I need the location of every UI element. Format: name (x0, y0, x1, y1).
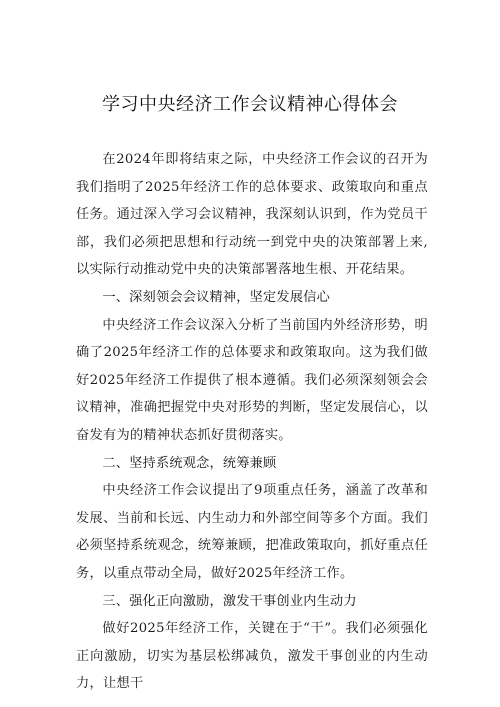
section-heading-2: 二、坚持系统观念，统筹兼顾 (102, 455, 277, 471)
document-body (76, 146, 428, 698)
section-paragraph-2: 中央经济工作会议提出了9项重点任务，涵盖了改革和发展、当前和长远、内生动力和外部空间等多个方面。我们必须坚持系统观念，统筹兼顾，把准政策取向，抓好重点任务，以重点带动全局，做好2025年经济工作。 (76, 483, 428, 581)
section-heading-3: 三、强化正向激励，激发干事创业内生动力 (102, 593, 357, 609)
intro-paragraph: 在2024年即将结束之际，中央经济工作会议的召开为我们指明了2025年经济工作的总体要求、政策取向和重点任务。通过深入学习会议精神，我深刻认识到，作为党员干部，我们必须把思想和行动统一到党中央的决策部署上来,以实际行动推动党中央的决策部署落地生根、开花结果。 (76, 152, 428, 278)
section-paragraph-3: 做好2025年经济工作，关键在于“干”。我们必须强化正向激励，切实为基层松绑减负，激发干事创业的内生动力，让想干 (76, 621, 428, 692)
section-paragraph-1: 中央经济工作会议深入分析了当前国内外经济形势，明确了2025年经济工作的总体要求和政策取向。这为我们做好2025年经济工作提供了根本遵循。我们必须深刻领会会议精神，准确把握党中央对形势的判断，坚定发展信心，以奋发有为的精神状态抓好贯彻落实。 (76, 317, 428, 443)
section-heading-1: 一、深刻领会会议精神，坚定发展信心 (102, 289, 330, 305)
document-title: 学习中央经济工作会议精神心得体会 (102, 94, 398, 115)
